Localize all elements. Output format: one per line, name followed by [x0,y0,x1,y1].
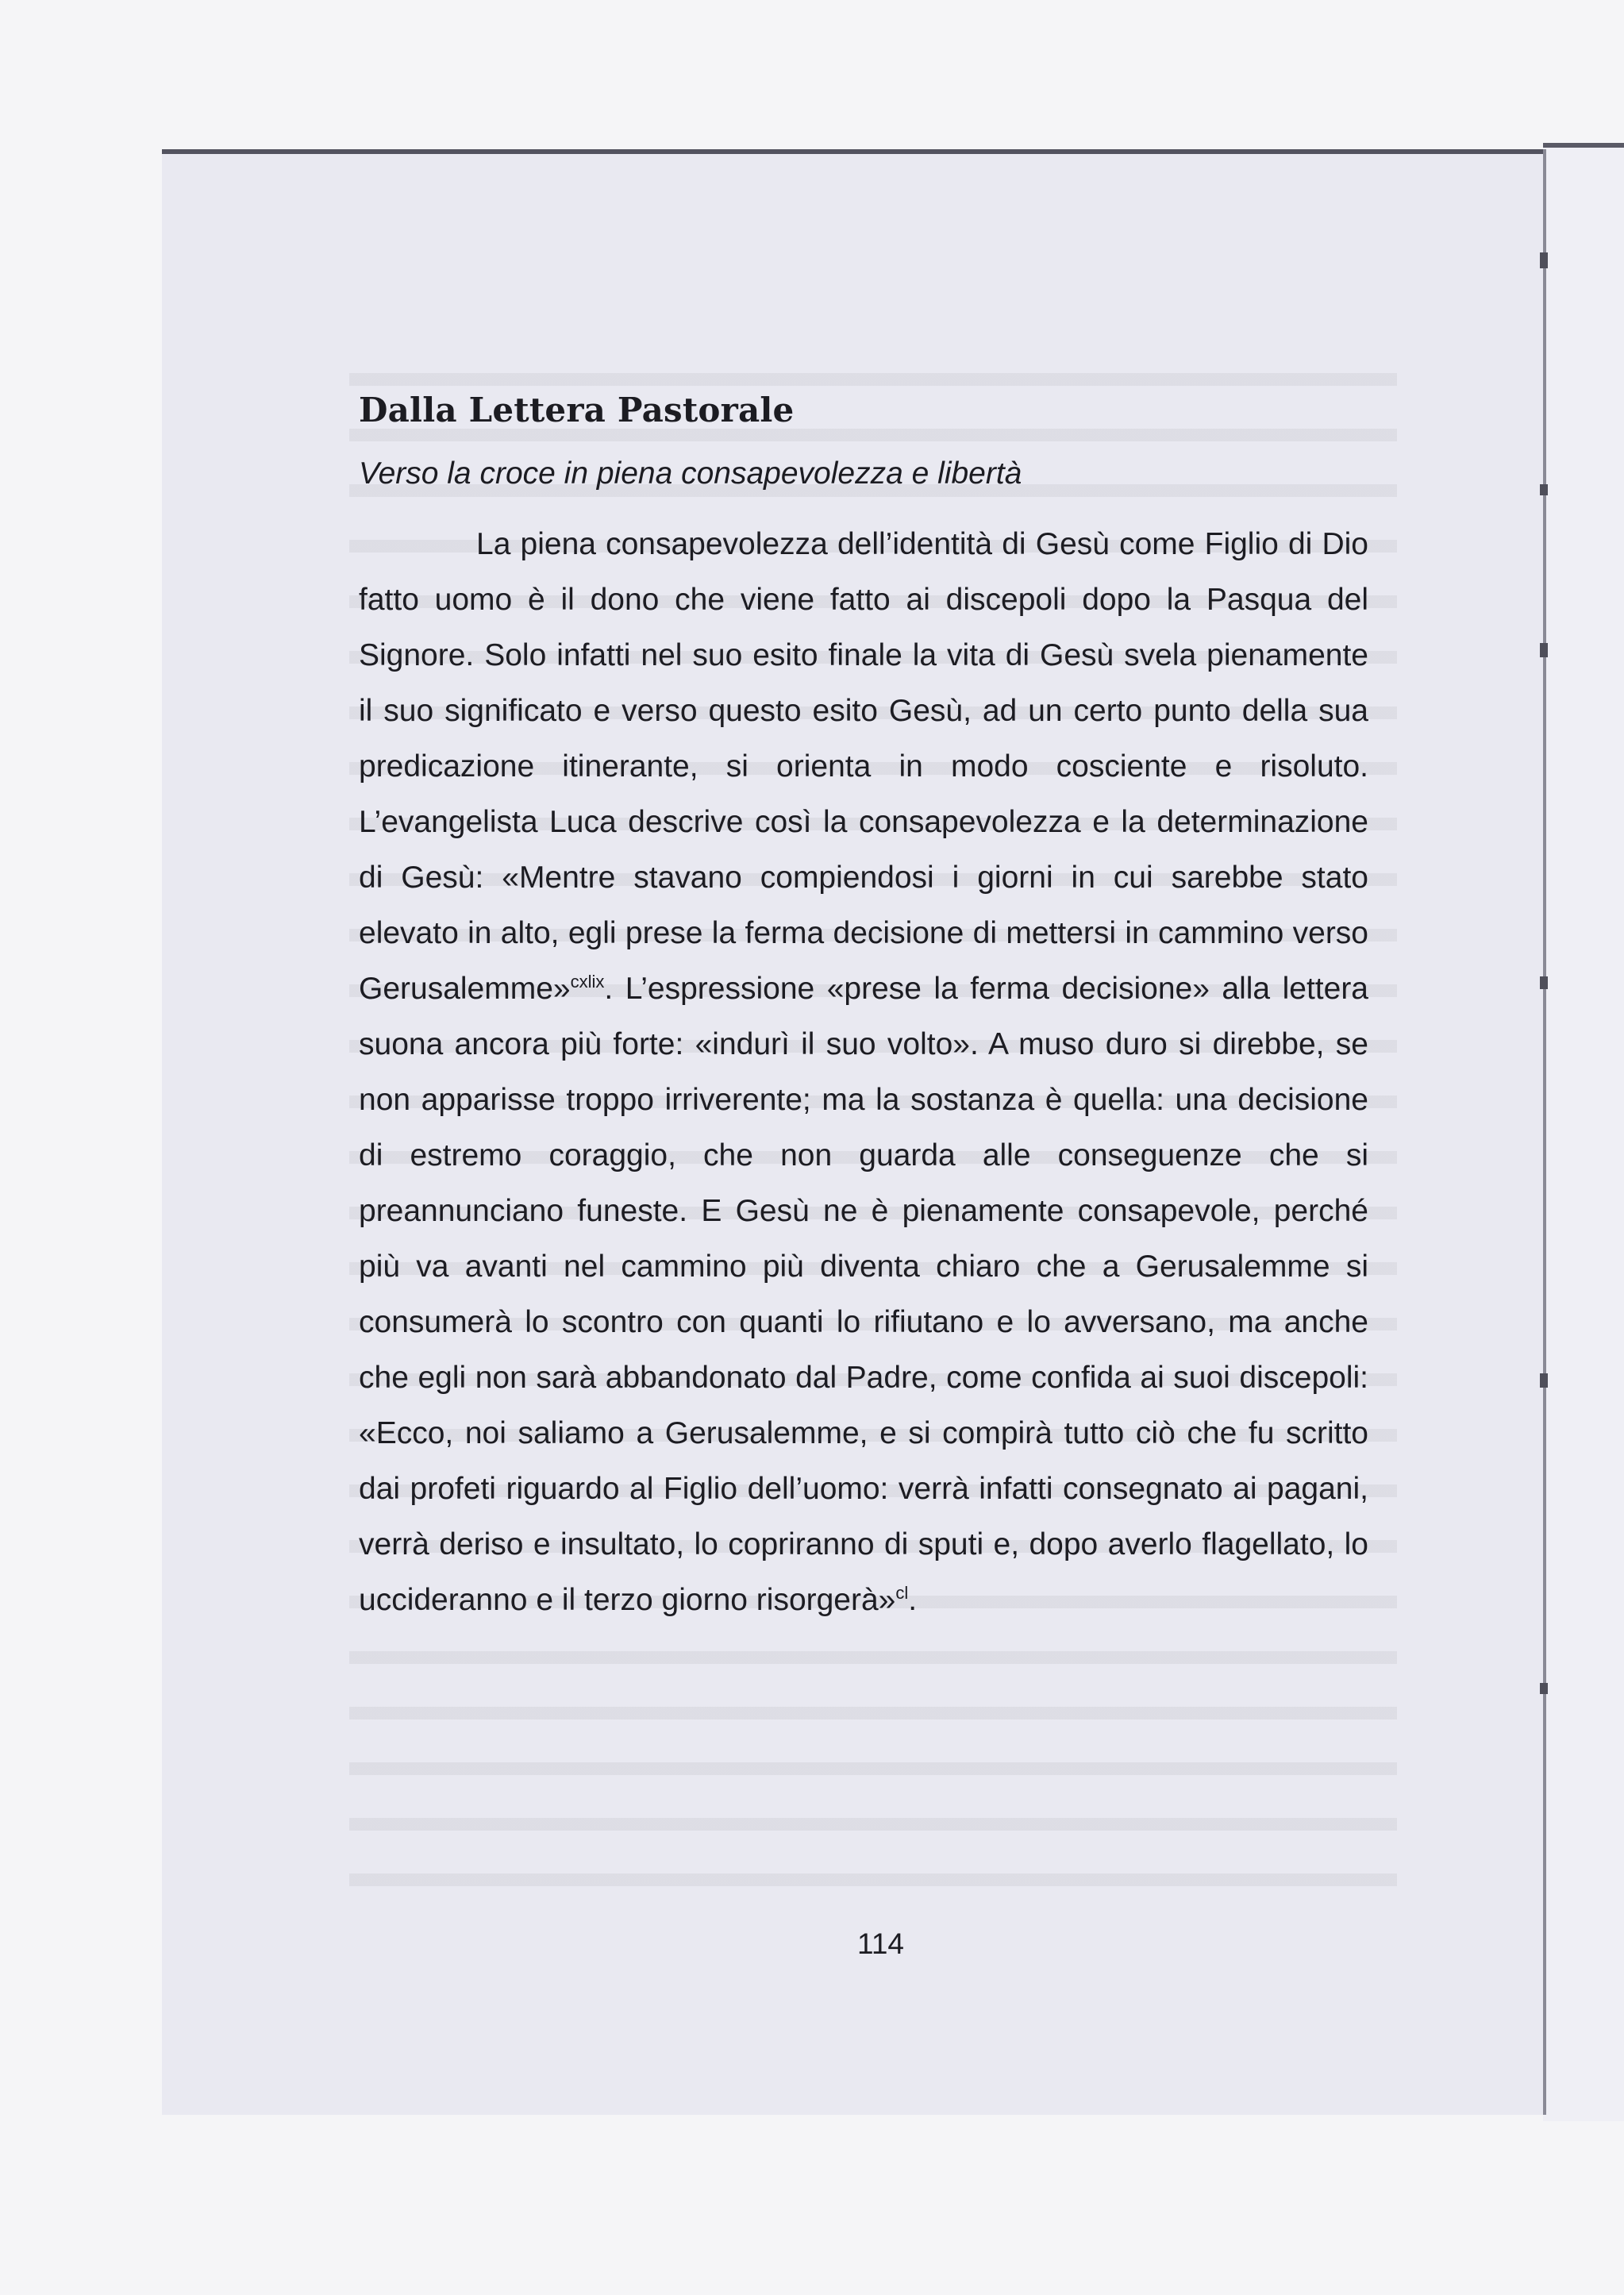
book-spine [1543,149,1546,2115]
page-number: 114 [857,1927,904,1960]
paragraph-text-part-3: . [908,1582,918,1617]
body-paragraph [359,517,1368,1628]
paragraph-text-part-2: . L’espressione «prese la ferma decisione» alla lettera suona ancora più forte: «indurì il suo volto». A muso duro si direbbe, se non apparisse troppo irriverente; ma la sostanza è quella: una decisione di estremo coraggio, che non guarda alle conseguenze che si preannunciano funeste. E Gesù ne è pienamente consapevole, perché più va avanti nel cammino più diventa chiaro che a Gerusalemme si consumerà lo scontro con quanti lo rifiutano e lo avversano, ma anche che egli non sarà abbandonato dal Padre, come confida ai suoi discepoli: «Ecco, noi saliamo a Gerusalemme, e si compirà tutto ciò che fu scritto dai profeti riguardo al Figlio dell’uomo: verrà infatti consegnato ai pagani, verrà deriso e insultato, lo copriranno di sputi e, dopo averlo flagellato, lo uccideranno e il terzo giorno risorgerà» [359,971,1368,1617]
page-title: Dalla Lettera Pastorale [359,391,795,429]
facing-page-edge [1543,143,1624,2121]
paragraph-text-part-1: La piena consapevolezza dell’identità di Gesù come Figlio di Dio fatto uomo è il dono che viene fatto ai discepoli dopo la Pasqua del Signore. Solo infatti nel suo esito finale la vita di Gesù svela pienamente il suo significato e verso questo esito Gesù, ad un certo punto della sua predicazione itinerante, si orienta in modo cosciente e risoluto. L’evangelista Luca descrive così la consapevolezza e la determinazione di Gesù: «Mentre stavano compiendosi i giorni in cui sarebbe stato elevato in alto, egli prese la ferma decisione di mettersi in cammino verso Gerusalemme» [359,526,1368,1006]
binding-stitch [1540,643,1548,657]
endnote-marker-cxlix: cxlix [570,971,605,992]
endnote-marker-cl: cl [895,1582,909,1603]
section-subtitle: Verso la croce in piena consapevolezza e libertà [359,456,1022,491]
binding-stitch [1540,976,1548,989]
binding-stitch [1540,484,1548,495]
binding-stitch [1540,252,1548,268]
binding-stitch [1540,1683,1548,1694]
page-content [359,392,1368,1628]
binding-stitch [1540,1373,1548,1388]
